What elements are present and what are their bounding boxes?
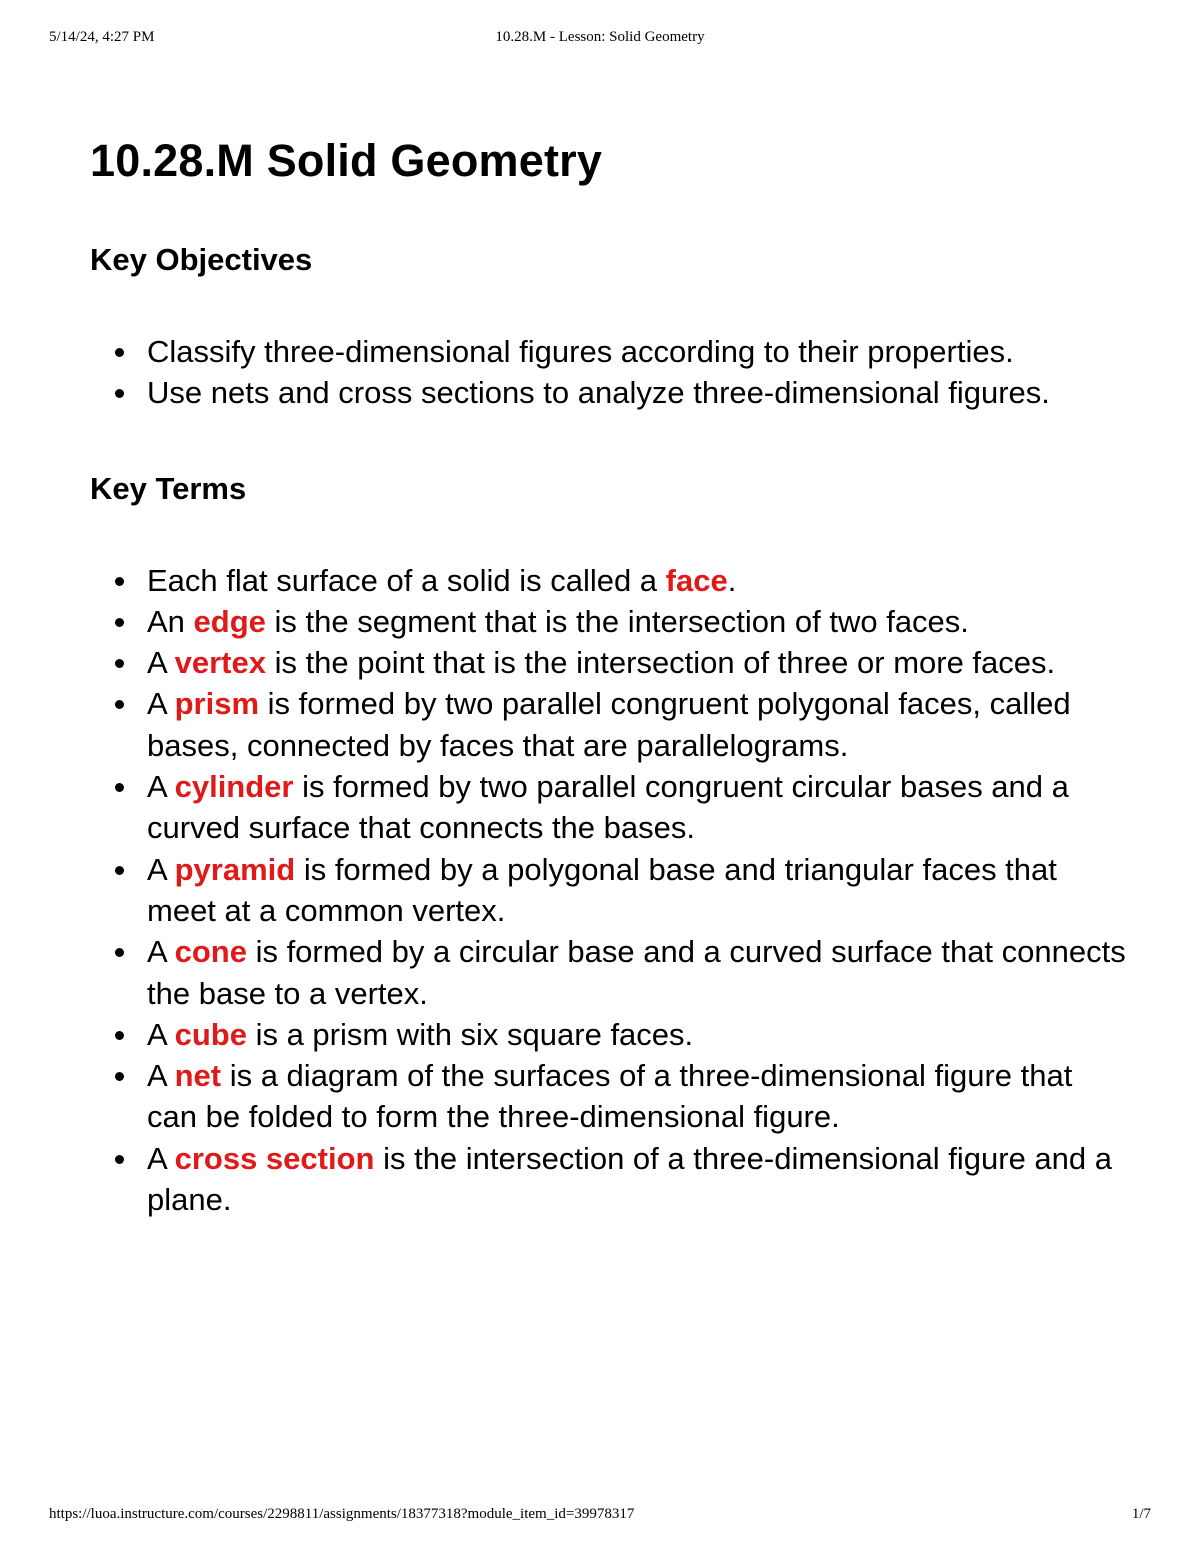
term-text-after: is a diagram of the surfaces of a three-dimensional figure that can be folded to form the three-dimensional figure. [147,1058,1073,1135]
term-text-before: A [147,769,175,805]
term-keyword: cylinder [174,769,294,805]
term-text-after: . [727,562,737,598]
term-text-before: A [147,1058,175,1094]
term-item [147,1014,1130,1055]
term-item [147,1138,1130,1221]
term-item [147,560,1130,601]
term-text-before: A [147,686,175,722]
term-keyword: face [665,562,728,598]
print-header [49,29,1151,49]
term-text-after: is formed by a polygonal base and triangular faces that meet at a common vertex. [147,851,1057,928]
term-item [147,683,1130,766]
term-keyword: cube [174,1016,247,1052]
term-keyword: prism [174,686,260,722]
term-keyword: pyramid [174,851,296,887]
term-text-after: is formed by two parallel congruent circular bases and a curved surface that connects the bases. [147,769,1069,846]
term-item [147,849,1130,932]
term-text-before: A [147,851,175,887]
term-keyword: edge [193,603,266,639]
print-page-title: 10.28.M - Lesson: Solid Geometry [495,29,705,45]
print-url: https://luoa.instructure.com/courses/2298811/assignments/18377318?module_item_id=39978317 [49,1506,635,1522]
term-text-after: is the segment that is the intersection of two faces. [265,603,969,639]
term-text-after: is a prism with six square faces. [246,1016,694,1052]
objectives-heading: Key Objectives [90,242,313,277]
term-item [147,1055,1130,1138]
term-text-after: is formed by two parallel congruent polygonal faces, called bases, connected by faces that are parallelograms. [147,686,1071,763]
print-page-number: 1/7 [1131,1506,1151,1522]
term-item [147,766,1130,849]
objective-item: Use nets and cross sections to analyze three-dimensional figures. [147,372,1130,413]
term-text-before: A [147,1140,175,1176]
term-text-before: An [147,603,194,639]
term-keyword: cross section [174,1140,375,1176]
lesson-content [90,130,1130,1220]
term-item [147,601,1130,642]
term-text-before: A [147,934,175,970]
term-text-after: is the intersection of a three-dimensional figure and a plane. [147,1140,1113,1218]
terms-heading: Key Terms [90,470,247,506]
print-datetime: 5/14/24, 4:27 PM [49,29,155,45]
objective-item: Classify three-dimensional figures according to their properties. [147,331,1130,372]
term-keyword: net [174,1058,222,1094]
term-keyword: vertex [174,645,266,681]
term-keyword: cone [174,934,247,970]
print-footer [49,1506,1151,1526]
term-text-before: A [147,1016,175,1052]
objectives-list [90,331,1130,414]
term-text-after: is formed by a circular base and a curved surface that connects the base to a vertex. [147,934,1126,1011]
terms-list [90,560,1130,1221]
term-text-before: A [147,645,175,681]
page-title: 10.28.M Solid Geometry [90,135,603,186]
term-item [147,642,1130,683]
term-text-before: Each flat surface of a solid is called a [147,562,666,598]
term-item [147,931,1130,1014]
term-text-after: is the point that is the intersection of three or more faces. [265,645,1056,681]
